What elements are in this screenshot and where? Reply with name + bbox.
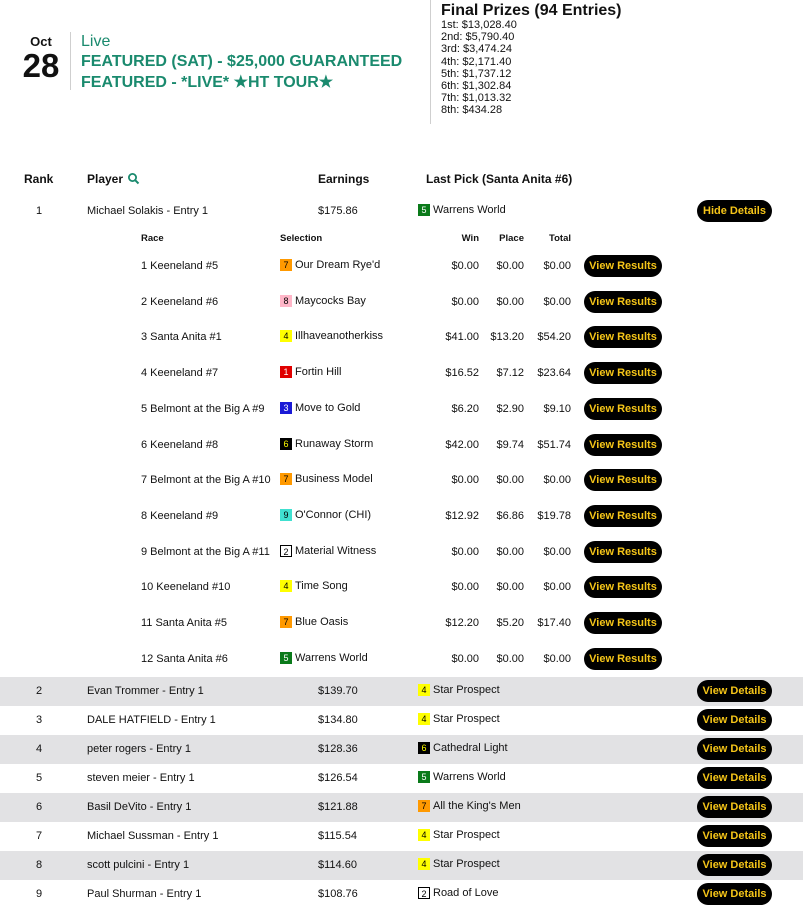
view-results-button[interactable]: View Results: [584, 398, 662, 420]
total-cell: $0.00: [543, 581, 571, 594]
table-row: [0, 793, 803, 822]
race-header: Race: [141, 233, 164, 244]
last-pick-cell: [418, 858, 500, 870]
race-pick-row: [0, 642, 803, 678]
race-pick-row: [0, 285, 803, 321]
post-position-badge: 7: [280, 616, 292, 628]
post-position-badge: 4: [418, 829, 430, 841]
view-details-button[interactable]: View Details: [697, 883, 772, 905]
place-cell: $5.20: [496, 617, 524, 629]
selection-cell: [280, 580, 348, 592]
selection-cell: [280, 330, 383, 342]
race-cell: 3 Santa Anita #1: [141, 331, 222, 344]
total-cell: $17.40: [537, 617, 571, 629]
earnings-cell: $115.54: [318, 830, 357, 842]
win-cell: $0.00: [451, 581, 479, 594]
total-cell: $23.64: [537, 367, 571, 380]
race-cell: 5 Belmont at the Big A #9: [141, 402, 265, 415]
rank-cell: 8: [36, 859, 43, 871]
view-results-button[interactable]: View Results: [584, 576, 662, 598]
view-results-button[interactable]: View Results: [584, 434, 662, 456]
post-position-badge: 1: [280, 366, 292, 378]
earnings-cell: $128.36: [318, 743, 358, 755]
event-status: Live: [81, 33, 111, 50]
player-cell: scott pulcini - Entry 1: [87, 859, 190, 871]
prize-line: 6th: $1,302.84: [441, 80, 512, 93]
view-details-button[interactable]: View Details: [697, 825, 772, 847]
player-cell: Evan Trommer - Entry 1: [87, 685, 204, 697]
win-cell: $16.52: [445, 367, 479, 380]
prize-line: 5th: $1,737.12: [441, 67, 512, 80]
place-header: Place: [499, 233, 524, 244]
view-results-button[interactable]: View Results: [584, 469, 662, 491]
horse-name: Our Dream Rye'd: [295, 259, 381, 272]
total-cell: $0.00: [543, 474, 571, 487]
post-position-badge: 5: [418, 204, 430, 216]
place-cell: $7.12: [496, 367, 524, 380]
rank-cell: 7: [36, 830, 43, 842]
earnings-cell: $139.70: [318, 685, 358, 697]
divider: [430, 0, 431, 124]
total-cell: $0.00: [543, 295, 571, 308]
player-cell: steven meier - Entry 1: [87, 772, 195, 784]
horse-name: Maycocks Bay: [295, 294, 366, 307]
rank-header: Rank: [24, 172, 54, 186]
horse-name: Illhaveanotherkiss: [295, 330, 384, 343]
rank-cell: 5: [36, 772, 43, 784]
prize-line: 1st: $13,028.40: [441, 19, 517, 31]
post-position-badge: 5: [280, 652, 292, 664]
view-results-button[interactable]: View Results: [584, 505, 662, 527]
view-details-button[interactable]: View Details: [697, 796, 772, 818]
selection-cell: [280, 438, 373, 450]
total-cell: $0.00: [543, 545, 571, 558]
horse-name: Road of Love: [433, 887, 499, 900]
horse-name: Time Song: [295, 580, 348, 593]
rank-cell: 4: [36, 743, 43, 755]
place-cell: $0.00: [496, 474, 524, 487]
horse-name: Warrens World: [433, 771, 506, 784]
place-cell: $0.00: [496, 652, 524, 665]
last-pick-cell: [418, 771, 506, 783]
post-position-badge: 2: [280, 545, 292, 557]
win-cell: $0.00: [451, 652, 479, 665]
earnings-cell: $121.88: [318, 801, 358, 813]
prizes-list: [441, 19, 622, 117]
last-pick-cell: [418, 684, 500, 696]
race-pick-row: [0, 249, 803, 285]
last-pick-cell: [418, 713, 500, 725]
horse-name: Cathedral Light: [433, 742, 508, 755]
divider: [70, 32, 71, 90]
last-pick-cell: [418, 204, 506, 216]
win-cell: $12.92: [445, 509, 479, 522]
horse-name: Runaway Storm: [295, 437, 374, 450]
last-pick-cell: [418, 829, 500, 841]
horse-name: Fortin Hill: [295, 366, 342, 379]
total-header: Total: [549, 233, 571, 244]
selection-cell: [280, 366, 341, 378]
search-icon[interactable]: [127, 172, 141, 186]
win-cell: $42.00: [445, 438, 479, 451]
table-row: [0, 851, 803, 880]
race-cell: 6 Keeneland #8: [141, 438, 219, 451]
table-row: [0, 764, 803, 793]
selection-cell: [280, 259, 380, 271]
horse-name: Star Prospect: [433, 713, 500, 726]
win-cell: $0.00: [451, 474, 479, 487]
post-position-badge: 4: [280, 330, 292, 342]
final-prizes: [441, 2, 622, 117]
prizes-heading: Final Prizes (94 Entries): [441, 2, 622, 19]
event-titles: [81, 33, 402, 93]
player-cell: Paul Shurman - Entry 1: [87, 888, 202, 900]
view-results-button[interactable]: View Results: [584, 648, 662, 670]
race-cell: 11 Santa Anita #5: [141, 617, 228, 629]
view-results-button[interactable]: View Results: [584, 326, 662, 348]
earnings-header: Earnings: [318, 172, 370, 186]
horse-name: O'Connor (CHI): [295, 508, 372, 521]
view-details-button[interactable]: View Details: [697, 738, 772, 760]
horse-name: Warrens World: [433, 204, 506, 217]
earnings-cell: $126.54: [318, 772, 358, 784]
rank-cell: 2: [36, 685, 43, 697]
selection-cell: [280, 616, 348, 628]
post-position-badge: 5: [418, 771, 430, 783]
post-position-badge: 6: [280, 438, 292, 450]
race-pick-row: [0, 535, 803, 571]
place-cell: $13.20: [490, 331, 524, 344]
player-cell: Basil DeVito - Entry 1: [87, 801, 192, 813]
event-day: 28: [22, 47, 60, 84]
event-month: Oct: [30, 34, 52, 49]
last-pick-cell: [418, 742, 508, 754]
win-cell: $12.20: [445, 617, 479, 629]
prize-line: 7th: $1,013.32: [441, 92, 512, 105]
prize-line: 4th: $2,171.40: [441, 55, 512, 68]
table-row: [0, 880, 803, 909]
race-cell: 10 Keeneland #10: [141, 581, 231, 594]
post-position-badge: 4: [418, 858, 430, 870]
race-cell: 2 Keeneland #6: [141, 295, 219, 308]
horse-name: All the King's Men: [433, 800, 521, 813]
hide-details-button[interactable]: Hide Details: [697, 200, 772, 222]
total-cell: $0.00: [543, 260, 571, 272]
earnings-cell: $114.60: [318, 859, 357, 871]
race-cell: 4 Keeneland #7: [141, 367, 219, 380]
race-pick-row: [0, 392, 803, 428]
total-cell: $0.00: [543, 652, 571, 665]
view-details-button[interactable]: View Details: [697, 680, 772, 702]
view-details-button[interactable]: View Details: [697, 709, 772, 731]
selection-header: Selection: [280, 233, 323, 244]
place-cell: $0.00: [496, 545, 524, 558]
view-details-button[interactable]: View Details: [697, 767, 772, 789]
last-pick-cell: [418, 887, 498, 899]
place-cell: $0.00: [496, 260, 524, 272]
player-cell: peter rogers - Entry 1: [87, 743, 191, 755]
selection-cell: [280, 473, 373, 485]
horse-name: Star Prospect: [433, 858, 500, 871]
race-pick-row: [0, 428, 803, 464]
post-position-badge: 8: [280, 295, 292, 307]
race-cell: 8 Keeneland #9: [141, 509, 219, 522]
earnings-cell: $175.86: [318, 205, 358, 217]
view-results-button[interactable]: View Results: [584, 612, 662, 634]
view-results-button[interactable]: View Results: [584, 362, 662, 384]
horse-name: Star Prospect: [433, 684, 500, 697]
post-position-badge: 2: [418, 887, 430, 899]
total-cell: $51.74: [537, 438, 571, 451]
race-pick-row: [0, 570, 803, 606]
win-cell: $0.00: [451, 545, 479, 558]
place-cell: $0.00: [496, 295, 524, 308]
race-cell: 7 Belmont at the Big A #10: [141, 474, 271, 487]
race-pick-row: [0, 499, 803, 535]
earnings-cell: $134.80: [318, 714, 358, 726]
prize-line: 8th: $434.28: [441, 104, 503, 117]
horse-name: Business Model: [295, 473, 373, 486]
table-row: [0, 677, 803, 706]
race-cell: 9 Belmont at the Big A #11: [141, 545, 270, 558]
race-pick-row: [0, 356, 803, 392]
place-cell: $9.74: [496, 438, 524, 451]
event-date: [18, 34, 64, 83]
rank-cell: 1: [36, 205, 43, 217]
view-results-button[interactable]: View Results: [584, 291, 662, 313]
place-cell: $0.00: [496, 581, 524, 594]
win-cell: $0.00: [451, 260, 479, 272]
event-subtitle: FEATURED - *LIVE* ★HT TOUR★: [81, 74, 334, 91]
player-cell: Michael Solakis - Entry 1: [87, 205, 209, 217]
player-cell: Michael Sussman - Entry 1: [87, 830, 219, 842]
win-cell: $41.00: [445, 331, 479, 344]
last-pick-header: Last Pick (Santa Anita #6): [426, 172, 573, 186]
event-title: FEATURED (SAT) - $25,000 GUARANTEED: [81, 53, 403, 70]
earnings-cell: $108.76: [318, 888, 358, 900]
horse-name: Star Prospect: [433, 829, 500, 842]
selection-cell: [280, 509, 371, 521]
win-cell: $6.20: [451, 402, 479, 415]
race-pick-row: [0, 463, 803, 499]
prize-line: 2nd: $5,790.40: [441, 31, 515, 44]
rank-cell: 6: [36, 801, 43, 813]
win-cell: $0.00: [451, 295, 479, 308]
selection-cell: [280, 652, 368, 664]
win-header: Win: [461, 233, 479, 244]
selection-cell: [280, 402, 360, 414]
total-cell: $9.10: [543, 402, 571, 415]
player-cell: DALE HATFIELD - Entry 1: [87, 714, 216, 726]
post-position-badge: 4: [418, 684, 430, 696]
post-position-badge: 4: [418, 713, 430, 725]
horse-name: Material Witness: [295, 544, 377, 557]
table-row: [0, 822, 803, 851]
rank-cell: 9: [36, 888, 43, 900]
race-cell: 1 Keeneland #5: [141, 260, 219, 272]
race-pick-row: [0, 320, 803, 356]
race-cell: 12 Santa Anita #6: [141, 652, 228, 665]
horse-name: Blue Oasis: [295, 616, 349, 629]
view-results-button[interactable]: View Results: [584, 255, 662, 277]
total-cell: $54.20: [537, 331, 571, 344]
place-cell: $6.86: [496, 509, 524, 522]
total-cell: $19.78: [537, 509, 571, 522]
prize-line: 3rd: $3,474.24: [441, 43, 512, 56]
rank-cell: 3: [36, 714, 43, 726]
horse-name: Move to Gold: [295, 401, 361, 414]
view-results-button[interactable]: View Results: [584, 541, 662, 563]
table-row: [0, 706, 803, 735]
view-details-button[interactable]: View Details: [697, 854, 772, 876]
selection-cell: [280, 545, 376, 557]
post-position-badge: 9: [280, 509, 292, 521]
race-pick-row: [0, 606, 803, 642]
table-row-expanded: [0, 197, 803, 226]
post-position-badge: 7: [280, 259, 292, 271]
last-pick-cell: [418, 800, 521, 812]
table-row: [0, 735, 803, 764]
player-header[interactable]: Player: [87, 172, 124, 186]
post-position-badge: 4: [280, 580, 292, 592]
place-cell: $2.90: [496, 402, 524, 415]
post-position-badge: 6: [418, 742, 430, 754]
post-position-badge: 3: [280, 402, 292, 414]
horse-name: Warrens World: [295, 651, 368, 664]
post-position-badge: 7: [280, 473, 292, 485]
post-position-badge: 7: [418, 800, 430, 812]
selection-cell: [280, 295, 366, 307]
